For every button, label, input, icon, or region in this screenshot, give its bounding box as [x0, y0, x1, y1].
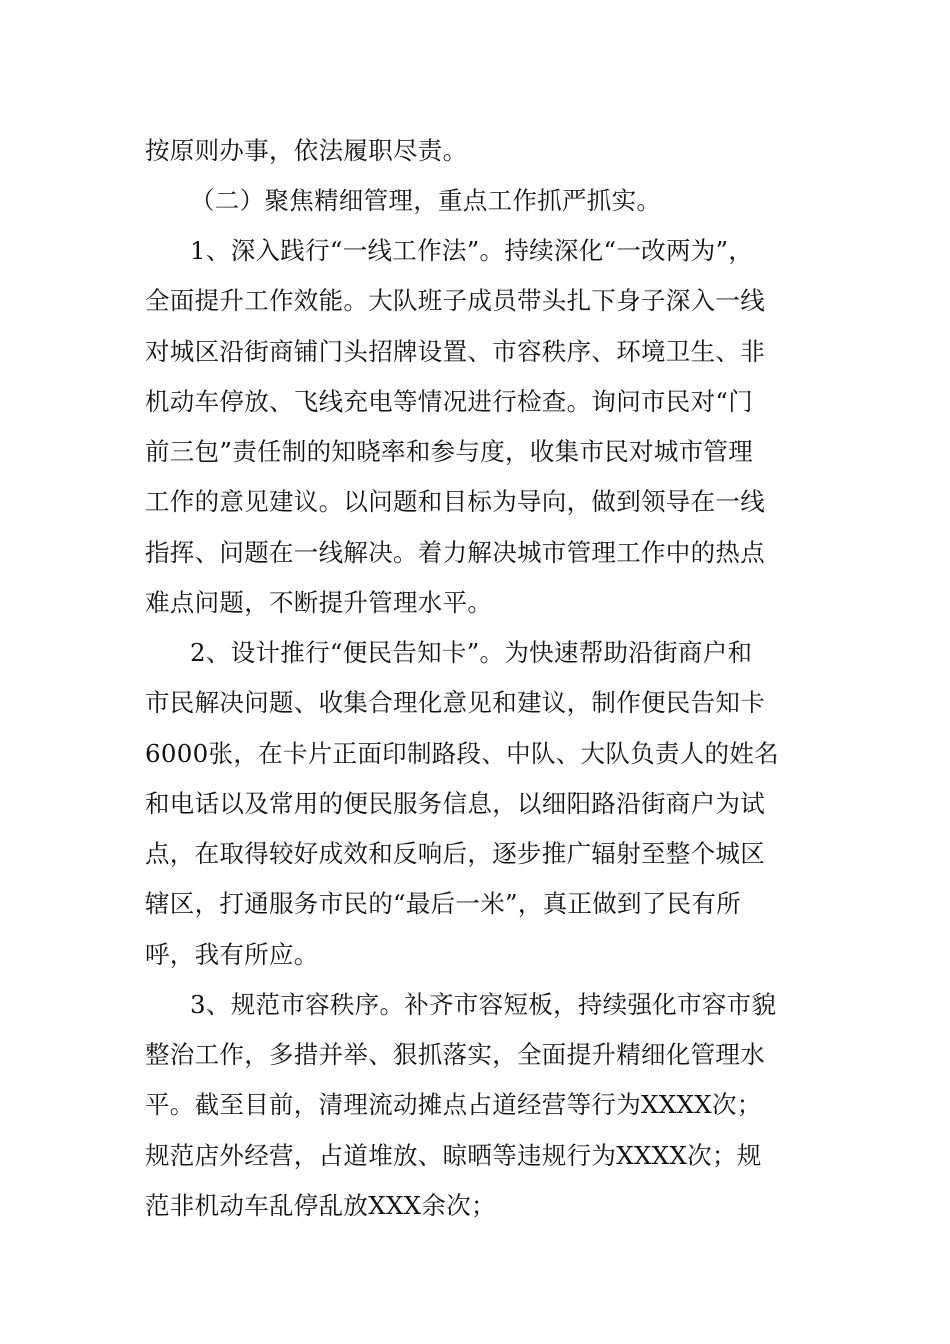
paragraph-line: 呼，我有所应。	[145, 940, 319, 969]
paragraph-line: 1、深入践行“一线工作法”。持续深化“一改两为”，	[190, 236, 754, 265]
paragraph-line: 按原则办事，依法履职尽责。	[145, 136, 468, 165]
paragraph-line: 和电话以及常用的便民服务信息，以细阳路沿街商户为试	[145, 789, 765, 818]
paragraph-line: 难点问题，不断提升管理水平。	[145, 588, 493, 617]
paragraph-line: 前三包”责任制的知晓率和参与度，收集市民对城市管理	[145, 437, 754, 466]
paragraph-line: 2、设计推行“便民告知卡”。为快速帮助沿街商户和	[190, 638, 753, 667]
paragraph-line: 3、规范市容秩序。补齐市容短板，持续强化市容市貌	[190, 990, 777, 1019]
paragraph-line: 辖区，打通服务市民的“最后一米”，真正做到了民有所	[145, 889, 742, 918]
paragraph-line: 市民解决问题、收集合理化意见和建议，制作便民告知卡	[145, 688, 765, 717]
paragraph-line: 规范店外经营，占道堆放、晾晒等违规行为XXXX次；规	[145, 1141, 762, 1170]
paragraph-line: 范非机动车乱停乱放XXX余次；	[145, 1191, 496, 1220]
paragraph-line: 点，在取得较好成效和反响后，逐步推广辐射至整个城区	[145, 839, 765, 868]
paragraph-line: 整治工作，多措并举、狠抓落实，全面提升精细化管理水	[145, 1040, 765, 1069]
paragraph-line: 对城区沿街商铺门头招牌设置、市容秩序、环境卫生、非	[145, 337, 765, 366]
section-heading: （二）聚焦精细管理，重点工作抓严抓实。	[190, 186, 662, 215]
paragraph-line: 全面提升工作效能。大队班子成员带头扎下身子深入一线	[145, 286, 765, 315]
paragraph-line: 指挥、问题在一线解决。着力解决城市管理工作中的热点	[145, 538, 765, 567]
paragraph-line: 机动车停放、飞线充电等情况进行检查。询问市民对“门	[145, 387, 754, 416]
paragraph-line: 平。截至目前，清理流动摊点占道经营等行为XXXX次；	[145, 1090, 762, 1119]
paragraph-line: 工作的意见建议。以问题和目标为导向，做到领导在一线	[145, 487, 765, 516]
paragraph-line: 6000张，在卡片正面印制路段、中队、大队负责人的姓名	[145, 739, 779, 768]
